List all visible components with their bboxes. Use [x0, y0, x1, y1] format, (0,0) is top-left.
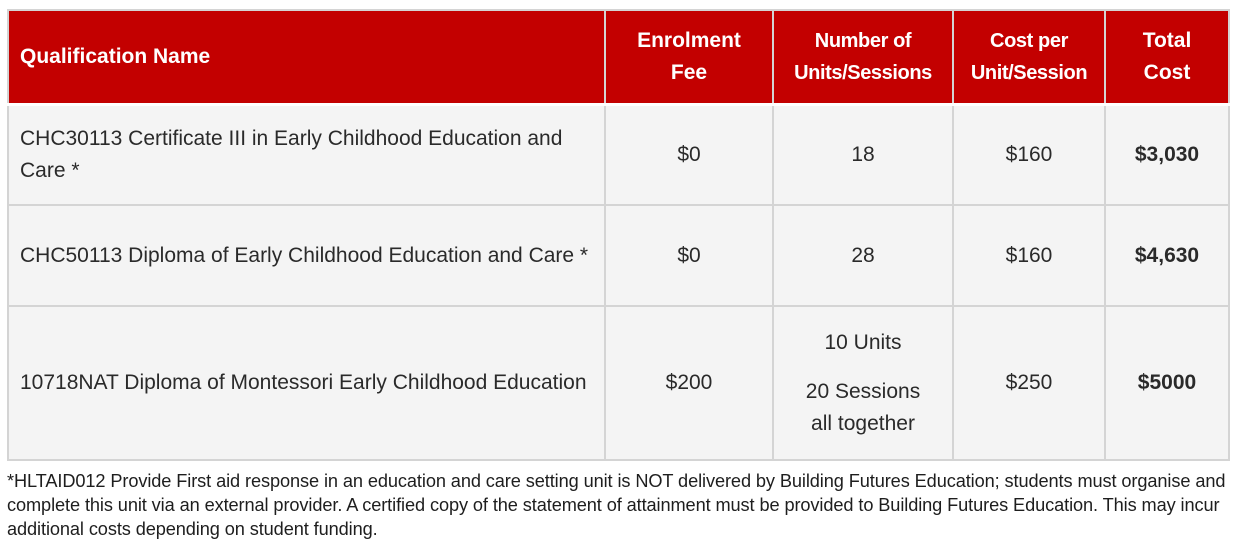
- header-enrolment-fee: Enrolment Fee: [605, 10, 773, 104]
- table-row: [8, 205, 1229, 306]
- qualification-name-cell: CHC30113 Certificate III in Early Childhood Education and Care *: [8, 104, 605, 205]
- cost-per-unit-cell: $160: [953, 104, 1105, 205]
- header-qualification-name: Qualification Name: [8, 10, 605, 104]
- units-cell: 28: [773, 205, 953, 306]
- table-header-row: [8, 10, 1229, 104]
- enrolment-fee-cell: $0: [605, 104, 773, 205]
- cost-per-unit-cell: $160: [953, 205, 1105, 306]
- footnote: *HLTAID012 Provide First aid response in an education and care setting unit is NOT delivered by Building Futures Education; students must organise and complete this unit via an external provider. A certified copy of the statement of attainment must be provided to Building Futures Education. This may incur additional costs depending on student funding.: [7, 471, 1226, 539]
- enrolment-fee-cell: $200: [605, 306, 773, 460]
- qualification-name-cell: 10718NAT Diploma of Montessori Early Childhood Education: [8, 306, 605, 460]
- table-row: [8, 306, 1229, 460]
- total-cost-cell: $3,030: [1105, 104, 1229, 205]
- sessions-count: 20 Sessions: [805, 379, 921, 403]
- units-count: 10 Units: [824, 330, 902, 354]
- units-cell: [773, 306, 953, 460]
- cost-per-unit-cell: $250: [953, 306, 1105, 460]
- qualification-fees-table: [7, 9, 1230, 461]
- qualification-name-cell: CHC50113 Diploma of Early Childhood Education and Care *: [8, 205, 605, 306]
- table-row: [8, 104, 1229, 205]
- header-cost-per-unit: Cost per Unit/Session: [953, 10, 1105, 104]
- sessions-note: all together: [811, 411, 915, 435]
- units-cell: 18: [773, 104, 953, 205]
- total-cost-cell: $4,630: [1105, 205, 1229, 306]
- enrolment-fee-cell: $0: [605, 205, 773, 306]
- header-total-cost: Total Cost: [1105, 10, 1229, 104]
- total-cost-cell: $5000: [1105, 306, 1229, 460]
- header-number-of-units: Number of Units/Sessions: [773, 10, 953, 104]
